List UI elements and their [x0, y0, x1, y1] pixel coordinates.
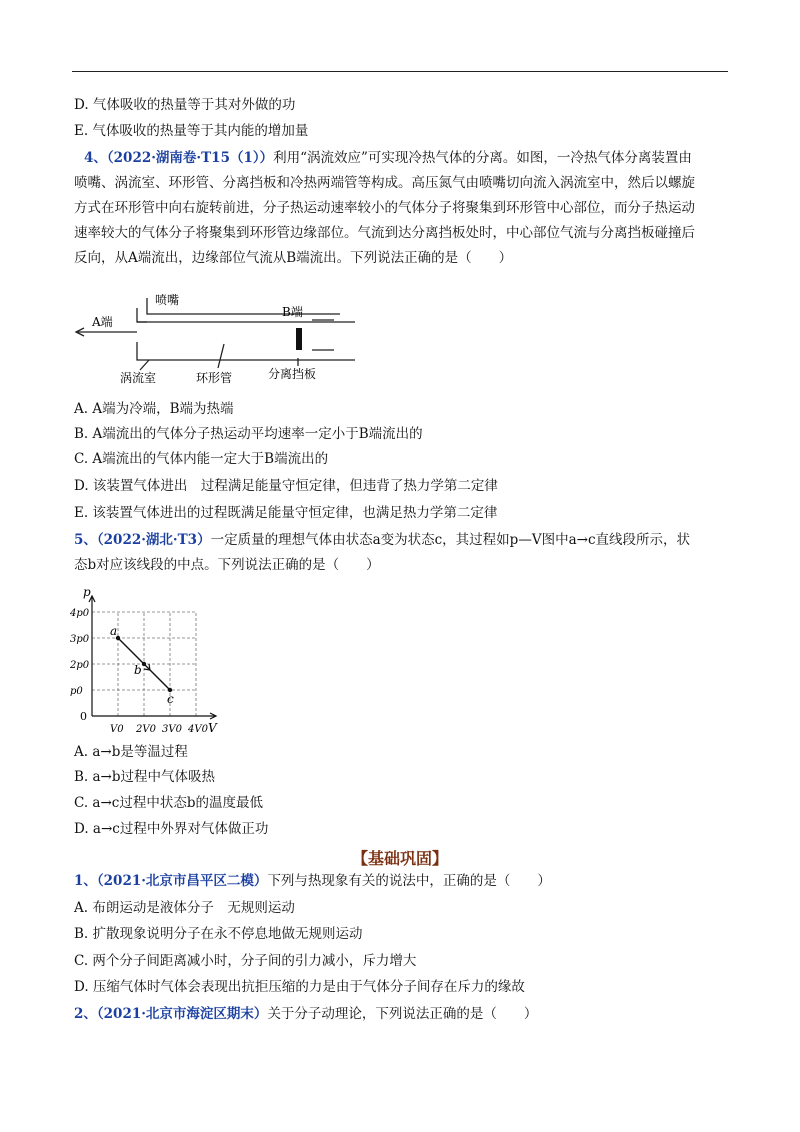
b1-source: （2021·北京市昌平区二模） [96, 873, 268, 889]
vortex-pointer [140, 360, 149, 370]
q4-option-e: E. 该装置气体进出的过程既满足能量守恒定律，也满足热力学第二定律 [74, 505, 498, 521]
origin-label: 0 [80, 710, 87, 723]
q5-number: 5、 [74, 532, 97, 548]
x-tick-label: 4V0 [188, 724, 208, 735]
x-tick-label: 2V0 [136, 724, 156, 735]
q5-option-c: C. a→c过程中状态b的温度最低 [74, 795, 263, 811]
y-tick-label: 3p0 [70, 634, 90, 645]
nozzle-label: 喷嘴 [155, 293, 180, 307]
q5-stem-line: 态b对应该线段的中点。下列说法正确的是（ ） [74, 557, 380, 573]
q4-option-c: C. A端流出的气体内能一定大于B端流出的 [74, 451, 329, 467]
b2-first-line [74, 1005, 537, 1023]
b1-option-a: A. 布朗运动是液体分子 无规则运动 [74, 900, 295, 916]
b-end-label: B端 [282, 305, 303, 319]
state-point-label: b [134, 663, 142, 677]
q4-option-d: D. 该装置气体进出 过程满足能量守恒定律，但违背了热力学第二定律 [74, 478, 498, 494]
x-tick-label: 3V0 [162, 724, 182, 735]
vortex-chamber-label: 涡流室 [120, 371, 157, 385]
q5-stem-line: 一定质量的理想气体由状态a变为状态c，其过程如p—V图中a→c直线段所示，状 [210, 532, 690, 548]
separation-baffle [296, 328, 302, 350]
ring-tube-label: 环形管 [196, 371, 233, 385]
q5-first-line [74, 531, 690, 549]
q4-stem-line: 速率较大的气体分子将聚集到环形管边缘部位。气流到达分离挡板处时，中心部位气流与分离挡板碰撞后 [74, 225, 695, 241]
b1-option-c: C. 两个分子间距离减小时，分子间的引力减小，斥力增大 [74, 953, 417, 969]
b1-stem: 下列与热现象有关的说法中，正确的是（ ） [267, 873, 551, 889]
q4-stem-line: 反向，从A端流出，边缘部位气流从B端流出。下列说法正确的是（ ） [74, 250, 513, 266]
b2-number: 2、 [74, 1006, 97, 1022]
q4-stem-line: 方式在环形管中向右旋转前进，分子热运动速率较小的气体分子将聚集到环形管中心部位，而分子热运动 [74, 200, 695, 216]
x-tick-label: V0 [110, 724, 124, 735]
q4-stem-line: 利用“涡流效应”可实现冷热气体的分离。如图，一冷热气体分离装置由 [273, 150, 692, 166]
q5-source: （2022·湖北·T3） [96, 532, 211, 548]
q5-option-b: B. a→b过程中气体吸热 [74, 769, 216, 785]
y-tick-label: p0 [70, 686, 83, 697]
q5-option-d: D. a→c过程中外界对气体做正功 [74, 821, 269, 837]
q4-option-b: B. A端流出的气体分子热运动平均速率一定小于B端流出的 [74, 426, 423, 442]
b1-first-line [74, 872, 551, 890]
q4-stem-line: 喷嘴、涡流室、环形管、分离挡板和冷热两端管等构成。高压氮气由喷嘴切向流入涡流室中，然后以螺旋 [74, 175, 695, 191]
prev-option-d: D. 气体吸收的热量等于其对外做的功 [74, 97, 296, 113]
q4-option-a: A. A端为冷端，B端为热端 [74, 401, 234, 417]
prev-option-e: E. 气体吸收的热量等于其内能的增加量 [74, 123, 309, 139]
q5-option-a: A. a→b是等温过程 [74, 744, 188, 760]
y-tick-label: 4p0 [70, 608, 90, 619]
x-axis-label: V [208, 721, 217, 735]
q4-number: 4、 [84, 150, 107, 166]
b2-source: （2021·北京市海淀区期末） [96, 1006, 268, 1022]
b1-option-b: B. 扩散现象说明分子在永不停息地做无规则运动 [74, 926, 363, 942]
b1-number: 1、 [74, 873, 97, 889]
q4-source: （2022·湖南卷·T15（1）） [106, 150, 274, 166]
y-axis-label: p [83, 585, 91, 599]
tube-bottom-wall [137, 342, 355, 360]
b2-stem: 关于分子动理论，下列说法正确的是（ ） [267, 1006, 538, 1022]
a-end-label: A端 [92, 315, 113, 329]
pv-diagram [70, 578, 240, 738]
b1-option-d: D. 压缩气体时气体会表现出抗拒压缩的力是由于气体分子间存在斥力的缘故 [74, 979, 525, 995]
state-point-label: c [167, 692, 174, 706]
baffle-label: 分离挡板 [268, 367, 317, 381]
y-tick-label: 2p0 [70, 660, 90, 671]
state-point [142, 662, 146, 666]
section-title: 【基础巩固】 [351, 849, 448, 868]
state-point-label: a [110, 624, 118, 638]
ring-pointer [218, 344, 224, 368]
